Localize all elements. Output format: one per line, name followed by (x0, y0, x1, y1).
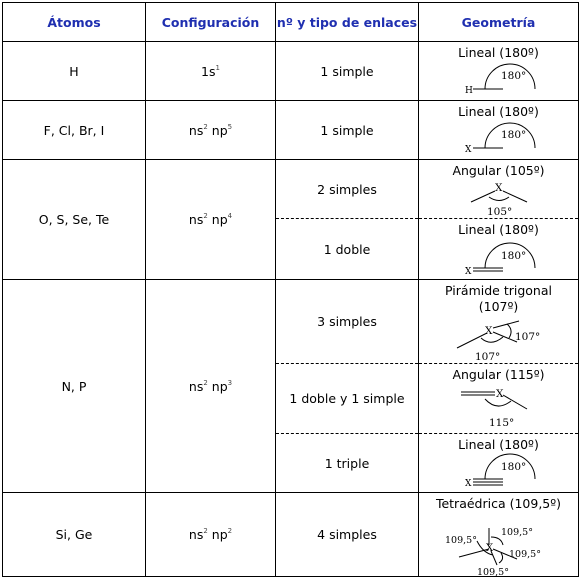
cell-atomos: H (3, 42, 146, 101)
table-row (3, 160, 579, 219)
cell-enlaces: 1 doble (276, 219, 419, 280)
geometry-label: Angular (115º) (452, 367, 545, 382)
geometry-label: Pirámide trigonal (107º) (445, 283, 552, 314)
molecular-geometry-table (2, 2, 579, 577)
cell-atomos: Si, Ge (3, 493, 146, 577)
cell-enlaces: 4 simples (276, 493, 419, 577)
angle-label: 105° (487, 206, 513, 218)
angle-label: 109,5° (477, 567, 509, 578)
cell-geometria (419, 364, 579, 434)
atom-symbol: H (465, 86, 473, 96)
angle-label: 180° (501, 129, 527, 141)
linear-triple-diagram (419, 434, 579, 493)
cell-enlaces: 2 simples (276, 160, 419, 219)
angle-label: 107° (475, 351, 501, 363)
geometry-label: Lineal (180º) (458, 45, 539, 60)
header-enlaces: nº y tipo de enlaces (276, 3, 419, 42)
table-row (3, 493, 579, 577)
geometry-label: Lineal (180º) (458, 104, 539, 119)
linear-h-diagram (419, 42, 579, 101)
cell-geometria (419, 42, 579, 101)
cell-enlaces: 3 simples (276, 280, 419, 364)
atom-symbol: X (495, 182, 503, 194)
header-configuracion: Configuración (146, 3, 276, 42)
angle-label: 180° (501, 461, 527, 473)
cell-enlaces: 1 simple (276, 42, 419, 101)
cell-enlaces: 1 triple (276, 434, 419, 493)
table-row (3, 101, 579, 160)
angle-label: 107° (515, 331, 541, 343)
angular-diagram (419, 160, 579, 219)
atom-symbol: X (465, 267, 472, 277)
cell-geometria (419, 160, 579, 219)
angle-label: 109,5° (501, 527, 533, 538)
cell-config: $ns^2$ $np^2$ (146, 493, 276, 577)
cell-config: $1s^1$ (146, 42, 276, 101)
cell-atomos: O, S, Se, Te (3, 160, 146, 280)
geometry-label: Angular (105º) (452, 163, 545, 178)
cell-geometria (419, 493, 579, 577)
angle-label: 109,5° (509, 549, 541, 560)
header-atomos: Átomos (3, 3, 146, 42)
header-geometria: Geometría (419, 3, 579, 42)
linear-double-diagram (419, 219, 579, 280)
cell-atomos: F, Cl, Br, I (3, 101, 146, 160)
cell-enlaces: 1 simple (276, 101, 419, 160)
atom-symbol: X (465, 479, 472, 489)
geometry-label: Lineal (180º) (458, 222, 539, 237)
cell-geometria (419, 219, 579, 280)
cell-config: $ns^2$ $np^4$ (146, 160, 276, 280)
cell-geometria (419, 101, 579, 160)
atom-symbol: X (485, 325, 493, 337)
cell-geometria (419, 434, 579, 493)
cell-geometria (419, 280, 579, 364)
atom-symbol: X (465, 145, 472, 155)
atom-symbol: X (496, 388, 504, 400)
cell-config: $ns^2$ $np^3$ (146, 280, 276, 493)
angular-double-diagram (419, 364, 579, 434)
angle-label: 180° (501, 250, 527, 262)
atom-symbol: X (486, 543, 494, 554)
cell-atomos: N, P (3, 280, 146, 493)
header-row (3, 3, 579, 42)
linear-x-diagram (419, 101, 579, 160)
cell-enlaces: 1 doble y 1 simple (276, 364, 419, 434)
tetrahedral-diagram (419, 493, 579, 577)
angle-label: 180° (501, 70, 527, 82)
angle-label: 109,5° (445, 535, 477, 546)
table-row (3, 280, 579, 364)
cell-config: $ns^2$ $np^5$ (146, 101, 276, 160)
geometry-label: Tetraédrica (109,5º) (435, 496, 562, 511)
trigonal-pyramid-diagram (419, 280, 579, 364)
table-row (3, 42, 579, 101)
geometry-label: Lineal (180º) (458, 437, 539, 452)
angle-label: 115° (489, 417, 515, 429)
